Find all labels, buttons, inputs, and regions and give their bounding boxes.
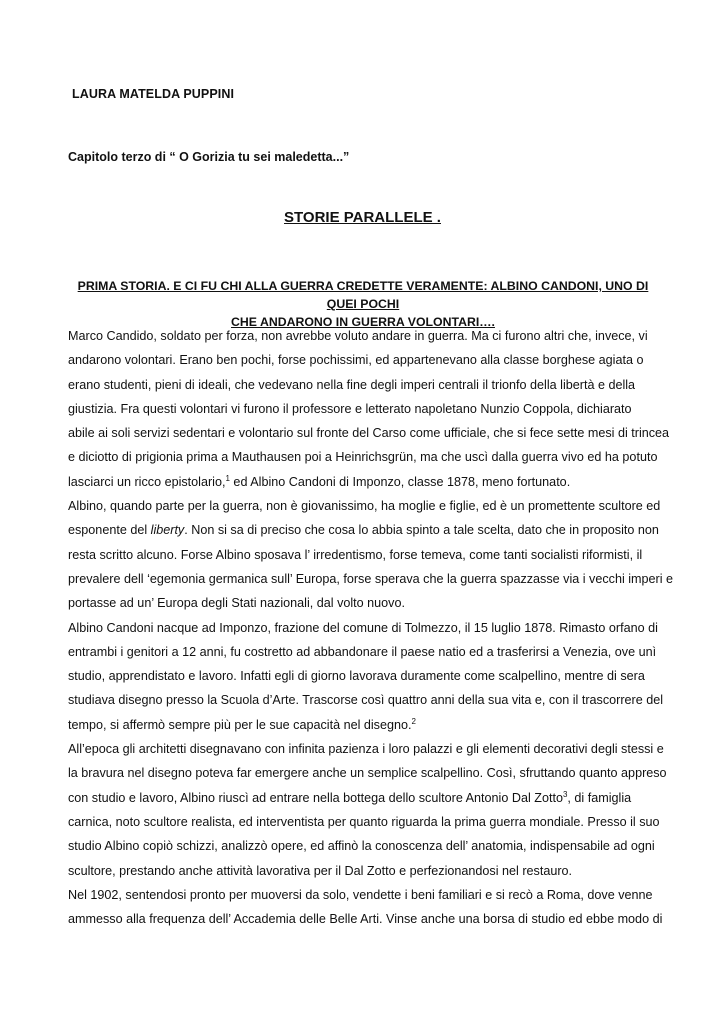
text-line [68, 470, 658, 494]
text-segment: lasciarci un ricco epistolario, [68, 474, 226, 489]
footnote-ref-2[interactable]: 2 [411, 716, 416, 726]
text-line: prevalere dell ‘egemonia germanica sull’ Europa, forse sperava che la guerra spazzasse via i vecchi imperi e [68, 571, 674, 586]
text-line: resta scritto alcuno. Forse Albino sposava l’ irredentismo, forse temeva, come tanti socialisti riformisti, il [68, 547, 643, 562]
footnote-ref-3[interactable]: 3 [562, 789, 568, 799]
text-line [68, 518, 658, 542]
paragraph-2 [68, 494, 674, 615]
page-title: STORIE PARALLELE . [284, 209, 441, 226]
chapter-heading: Capitolo terzo di “ O Gorizia tu sei maledetta...” [68, 150, 350, 164]
section-subtitle [68, 277, 658, 331]
text-line: Albino, quando parte per la guerra, non è giovanissimo, ha moglie e figlie, ed è un promettente scultore ed [68, 499, 661, 514]
text-line: Nel 1902, sentendosi pronto per muoversi da solo, vendette i beni familiari e si recò a Roma, dove venne [68, 887, 653, 902]
text-line: Albino Candoni nacque ad Imponzo, frazione del comune di Tolmezzo, il 15 luglio 1878. Rimasto orfano di [68, 620, 658, 635]
subtitle-line: PRIMA STORIA. E CI FU CHI ALLA GUERRA CREDETTE VERAMENTE: ALBINO CANDONI, UNO DI QUEI POCHI [77, 279, 649, 311]
italic-term: liberty [150, 523, 185, 538]
paragraph-5 [68, 883, 663, 932]
text-line: abile ai soli servizi sedentari e volontario sul fronte del Carso come ufficiale, che si fece sette mesi di trincea [68, 426, 670, 441]
text-line: scultore, prestando anche attività lavorativa per il Dal Zotto e perfezionandosi nel restauro. [68, 863, 573, 878]
text-line: studio Albino copiò schizzi, analizzò opere, ed affinò la conoscenza dell’ anatomia, indispensabile ad ogni [68, 839, 655, 854]
paragraph-4 [68, 737, 667, 883]
text-line: andarono volontari. Erano ben pochi, forse pochissimi, ed appartenevano alla classe borghese agiata o [68, 353, 644, 368]
text-segment: , di famiglia [567, 790, 632, 805]
text-line: ammesso alla frequenza dell’ Accademia delle Belle Arti. Vinse anche una borsa di studio ed ebbe modo di [68, 912, 663, 927]
body-text [68, 324, 674, 931]
text-line: entrambi i genitori a 12 anni, fu costretto ad abbandonare il paese natio ed a trasferirsi a Venezia, ove unì [68, 644, 657, 659]
footnote-ref-1[interactable]: 1 [225, 473, 230, 483]
text-line: e diciotto di prigionia prima a Mauthausen poi a Heinrichsgrün, ma che uscì dalla guerra vivo ed ha potuto [68, 450, 658, 465]
text-line: la bravura nel disegno poteva far emergere anche un semplice scalpellino. Così, sfruttando quanto appreso [68, 766, 667, 781]
author-name: LAURA MATELDA PUPPINI [72, 87, 235, 101]
text-line: Marco Candido, soldato per forza, non avrebbe voluto andare in guerra. Ma ci furono altri che, invece, vi [68, 329, 648, 343]
subtitle-line: CHE ANDARONO IN GUERRA VOLONTARI…. [231, 315, 495, 329]
text-line: carnica, noto scultore realista, ed interventista per quanto riguarda la prima guerra mondiale. Presso il suo [68, 814, 660, 829]
text-segment: . Non si sa di preciso che cosa lo abbia spinto a tale scelta, dato che in proposito non [184, 523, 659, 538]
text-line: portasse ad un’ Europa degli Stati nazionali, dal volto nuovo. [68, 596, 405, 611]
paragraph-1 [68, 324, 670, 494]
text-line: erano studenti, pieni di ideali, che vedevano nella fine degli imperi centrali il trionfo della libertà e della [68, 377, 636, 392]
text-line: giustizia. Fra questi volontari vi furono il professore e letterato napoletano Nunzio Coppola, dichiarato [68, 401, 632, 416]
text-segment: ed Albino Candoni di Imponzo, classe 1878, meno fortunato. [229, 474, 571, 489]
text-line [68, 713, 658, 737]
text-segment: tempo, si affermò sempre più per le sue capacità nel disegno. [68, 717, 412, 732]
text-segment: con studio e lavoro, Albino riuscì ad entrare nella bottega dello scultore Antonio Dal Zotto [68, 790, 563, 805]
text-line: All’epoca gli architetti disegnavano con infinita pazienza i loro palazzi e gli elementi decorativi degli stessi e [68, 742, 664, 757]
text-line: studio, apprendistato e lavoro. Infatti egli di giorno lavorava duramente come scalpellino, mentre di sera [68, 669, 645, 684]
text-segment: esponente del [68, 523, 151, 538]
text-line: studiava disegno presso la Scuola d’Arte. Trascorse così quattro anni della sua vita e, con il trascorrere del [68, 693, 664, 708]
text-line [68, 786, 658, 810]
paragraph-3 [68, 616, 664, 737]
